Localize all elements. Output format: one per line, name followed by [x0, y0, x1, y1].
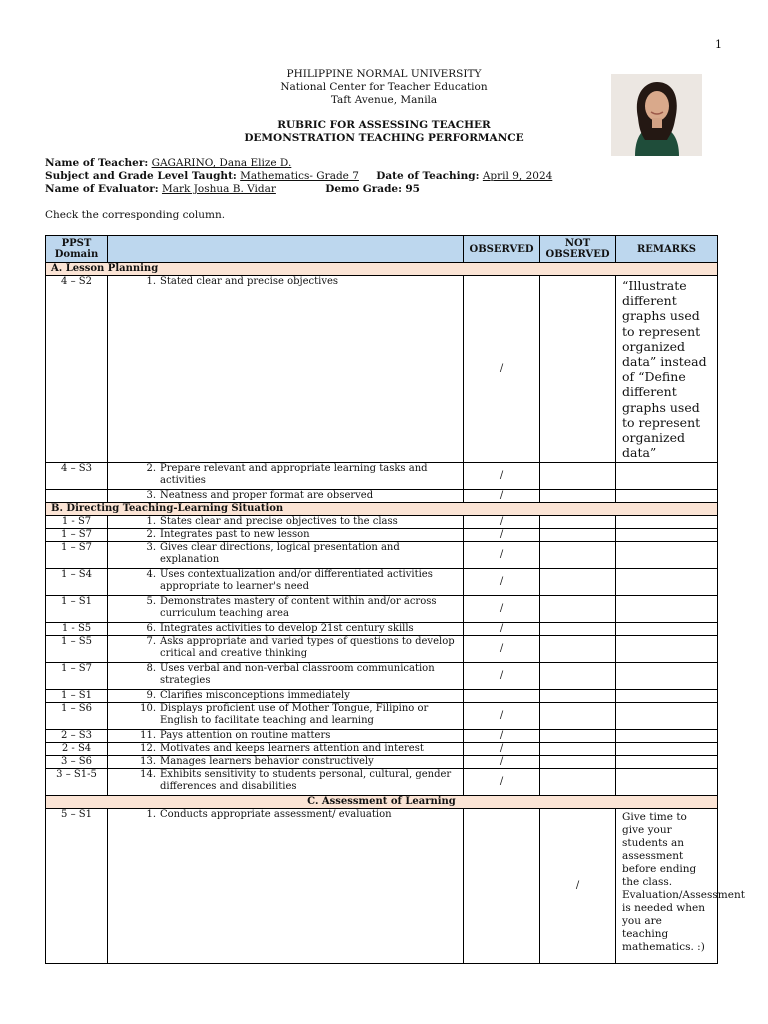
not-observed-cell[interactable] — [540, 756, 616, 769]
criterion-number: 1. — [146, 516, 156, 528]
document-title-line-1: RUBRIC FOR ASSESSING TEACHER — [277, 119, 491, 131]
ppst-domain — [46, 490, 108, 503]
remarks-cell — [616, 730, 718, 743]
document-header — [200, 68, 568, 145]
criterion — [108, 636, 464, 663]
remarks-cell — [616, 542, 718, 569]
header-remarks: REMARKS — [616, 236, 718, 263]
ppst-domain: 5 – S1 — [46, 809, 108, 964]
not-observed-cell[interactable] — [540, 490, 616, 503]
ppst-domain: 4 – S3 — [46, 463, 108, 490]
evaluator-name: Mark Joshua B. Vidar — [161, 183, 276, 195]
not-observed-cell[interactable] — [540, 529, 616, 542]
header-ppst-domain: PPST Domain — [46, 236, 108, 263]
ppst-domain: 1 – S7 — [46, 542, 108, 569]
observed-cell[interactable]: / — [464, 516, 540, 529]
criterion-number: 1. — [146, 809, 156, 821]
criterion-number: 2. — [146, 529, 156, 541]
criterion-text: Displays proficient use of Mother Tongue, Filipino or English to facilitate teaching and learning — [160, 703, 429, 727]
criterion-number: 4. — [146, 569, 156, 581]
criterion-text: Clarifies misconceptions immediately — [160, 690, 350, 702]
ppst-domain: 1 – S6 — [46, 703, 108, 730]
not-observed-cell[interactable] — [540, 703, 616, 730]
criterion-number: 13. — [140, 756, 156, 768]
remarks-cell — [616, 690, 718, 703]
not-observed-cell[interactable] — [540, 516, 616, 529]
table-row — [46, 542, 718, 569]
not-observed-cell[interactable] — [540, 463, 616, 490]
grade-value: 95 — [405, 183, 420, 195]
ppst-domain: 1 – S7 — [46, 529, 108, 542]
table-row — [46, 703, 718, 730]
observed-cell[interactable]: / — [464, 703, 540, 730]
criterion-number: 3. — [146, 542, 156, 554]
observed-cell[interactable] — [464, 809, 540, 964]
observed-cell[interactable]: / — [464, 623, 540, 636]
criterion-number: 14. — [140, 769, 156, 781]
criterion-text: Motivates and keeps learners attention and interest — [160, 743, 424, 755]
observed-cell[interactable]: / — [464, 730, 540, 743]
criterion — [108, 730, 464, 743]
teacher-photo — [611, 74, 702, 156]
section-title-lesson-planning: A. Lesson Planning — [46, 263, 718, 276]
table-header-row — [46, 236, 718, 263]
observed-cell[interactable] — [464, 690, 540, 703]
criterion-text: Prepare relevant and appropriate learning tasks and activities — [160, 463, 428, 487]
criterion — [108, 743, 464, 756]
criterion-text: States clear and precise objectives to the class — [160, 516, 398, 528]
criterion-text: Integrates past to new lesson — [160, 529, 310, 541]
remarks-cell: “Illustrate different graphs used to represent organized data” instead of “Define different graphs used to represent organized data” — [616, 276, 718, 463]
table-row — [46, 809, 718, 964]
criterion-number: 11. — [140, 730, 156, 742]
subject-value: Mathematics- Grade 7 — [240, 170, 359, 182]
date-value: April 9, 2024 — [482, 170, 553, 182]
criterion-text: Demonstrates mastery of content within and/or across curriculum teaching area — [160, 596, 437, 620]
table-row — [46, 463, 718, 490]
center-name: National Center for Teacher Education — [280, 81, 488, 93]
section-title-assessment: C. Assessment of Learning — [46, 796, 718, 809]
university-name: PHILIPPINE NORMAL UNIVERSITY — [286, 68, 482, 80]
criterion-number: 8. — [146, 663, 156, 675]
criterion-text: Asks appropriate and varied types of questions to develop critical and creative thinking — [160, 636, 455, 660]
table-row — [46, 756, 718, 769]
address: Taft Avenue, Manila — [330, 94, 438, 106]
criterion-number: 6. — [146, 623, 156, 635]
remarks-cell — [616, 636, 718, 663]
remarks-cell — [616, 703, 718, 730]
ppst-domain: 4 – S2 — [46, 276, 108, 463]
ppst-domain: 1 – S1 — [46, 690, 108, 703]
criterion — [108, 769, 464, 796]
remarks-cell — [616, 529, 718, 542]
not-observed-cell[interactable] — [540, 769, 616, 796]
ppst-domain: 3 – S1-5 — [46, 769, 108, 796]
criterion-number: 12. — [140, 743, 156, 755]
not-observed-cell[interactable]: / — [540, 809, 616, 964]
criterion — [108, 276, 464, 463]
criterion-number: 5. — [146, 596, 156, 608]
table-row — [46, 690, 718, 703]
table-row — [46, 569, 718, 596]
remarks-cell — [616, 490, 718, 503]
not-observed-cell[interactable] — [540, 743, 616, 756]
ppst-domain: 1 – S4 — [46, 569, 108, 596]
header-not-observed: NOT OBSERVED — [540, 236, 616, 263]
observed-cell[interactable]: / — [464, 596, 540, 623]
header-observed: OBSERVED — [464, 236, 540, 263]
criterion — [108, 756, 464, 769]
date-label: Date of Teaching: — [376, 170, 480, 182]
remarks-cell — [616, 743, 718, 756]
not-observed-cell[interactable] — [540, 663, 616, 690]
observed-cell[interactable]: / — [464, 463, 540, 490]
remarks-cell: Give time to give your students an assessment before ending the class. Evaluation/Assessment is needed when you are teaching mathematics. :) — [616, 809, 718, 964]
ppst-domain: 1 – S1 — [46, 596, 108, 623]
subject-label: Subject and Grade Level Taught: — [45, 170, 237, 182]
criterion-number: 9. — [146, 690, 156, 702]
page-number: 1 — [715, 38, 722, 51]
observed-cell[interactable]: / — [464, 756, 540, 769]
not-observed-cell[interactable] — [540, 276, 616, 463]
criterion-text: Neatness and proper format are observed — [160, 490, 374, 502]
ppst-domain: 3 – S6 — [46, 756, 108, 769]
observed-cell[interactable]: / — [464, 743, 540, 756]
not-observed-cell[interactable] — [540, 569, 616, 596]
criterion-text: Integrates activities to develop 21st century skills — [160, 623, 414, 635]
criterion-text: Pays attention on routine matters — [160, 730, 331, 742]
criterion — [108, 596, 464, 623]
remarks-cell — [616, 663, 718, 690]
remarks-cell — [616, 756, 718, 769]
observed-cell[interactable]: / — [464, 276, 540, 463]
ppst-domain: 1 – S5 — [46, 636, 108, 663]
table-row — [46, 636, 718, 663]
criterion — [108, 490, 464, 503]
observed-cell[interactable]: / — [464, 769, 540, 796]
section-row-a — [46, 263, 718, 276]
remarks-cell — [616, 769, 718, 796]
criterion-number: 10. — [140, 703, 156, 715]
criterion-text: Uses verbal and non-verbal classroom communication strategies — [160, 663, 435, 687]
table-row — [46, 663, 718, 690]
observed-cell[interactable]: / — [464, 529, 540, 542]
criterion-number: 1. — [146, 276, 156, 287]
instruction-text: Check the corresponding column. — [45, 209, 226, 221]
table-row — [46, 596, 718, 623]
criterion-number: 3. — [146, 490, 156, 502]
criterion — [108, 516, 464, 529]
ppst-domain: 1 – S7 — [46, 663, 108, 690]
criterion — [108, 623, 464, 636]
criterion — [108, 529, 464, 542]
ppst-domain: 2 - S4 — [46, 743, 108, 756]
table-row — [46, 769, 718, 796]
criterion-number: 2. — [146, 463, 156, 475]
document-title-line-2: DEMONSTRATION TEACHING PERFORMANCE — [244, 132, 524, 144]
table-row — [46, 743, 718, 756]
ppst-domain: 2 – S3 — [46, 730, 108, 743]
table-row — [46, 276, 718, 463]
table-row — [46, 730, 718, 743]
not-observed-cell[interactable] — [540, 690, 616, 703]
criterion-number: 7. — [146, 636, 156, 648]
remarks-cell — [616, 596, 718, 623]
observed-cell[interactable]: / — [464, 663, 540, 690]
criterion-text: Gives clear directions, logical presentation and explanation — [160, 542, 400, 566]
criterion — [108, 703, 464, 730]
criterion-text: Stated clear and precise objectives — [160, 276, 339, 287]
section-row-b — [46, 503, 718, 516]
criterion-text: Manages learners behavior constructively — [160, 756, 374, 768]
not-observed-cell[interactable] — [540, 542, 616, 569]
evaluator-label: Name of Evaluator: — [45, 183, 159, 195]
header-criteria — [108, 236, 464, 263]
not-observed-cell[interactable] — [540, 636, 616, 663]
table-row — [46, 516, 718, 529]
observed-cell[interactable]: / — [464, 636, 540, 663]
table-row — [46, 529, 718, 542]
ppst-domain: 1 - S7 — [46, 516, 108, 529]
observed-cell[interactable]: / — [464, 569, 540, 596]
teacher-info — [45, 157, 552, 196]
criterion — [108, 569, 464, 596]
criterion — [108, 690, 464, 703]
teacher-name: GAGARINO, Dana Elize D. — [151, 157, 292, 169]
section-row-c — [46, 796, 718, 809]
criterion — [108, 663, 464, 690]
remarks-cell — [616, 463, 718, 490]
grade-label: Demo Grade: — [325, 183, 402, 195]
criterion — [108, 809, 464, 964]
criterion — [108, 463, 464, 490]
criterion-text: Exhibits sensitivity to students personal, cultural, gender differences and disabilities — [160, 769, 452, 793]
not-observed-cell[interactable] — [540, 596, 616, 623]
table-row — [46, 490, 718, 503]
rubric-table — [45, 235, 745, 964]
table-row — [46, 623, 718, 636]
observed-cell[interactable]: / — [464, 542, 540, 569]
criterion-text: Uses contextualization and/or differentiated activities appropriate to learner's need — [160, 569, 433, 593]
teacher-label: Name of Teacher: — [45, 157, 149, 169]
not-observed-cell[interactable] — [540, 730, 616, 743]
remarks-cell — [616, 516, 718, 529]
observed-cell[interactable]: / — [464, 490, 540, 503]
section-title-directing-teaching: B. Directing Teaching-Learning Situation — [46, 503, 718, 516]
criterion-text: Conducts appropriate assessment/ evaluation — [160, 809, 392, 821]
remarks-cell — [616, 569, 718, 596]
remarks-cell — [616, 623, 718, 636]
not-observed-cell[interactable] — [540, 623, 616, 636]
criterion — [108, 542, 464, 569]
ppst-domain: 1 - S5 — [46, 623, 108, 636]
